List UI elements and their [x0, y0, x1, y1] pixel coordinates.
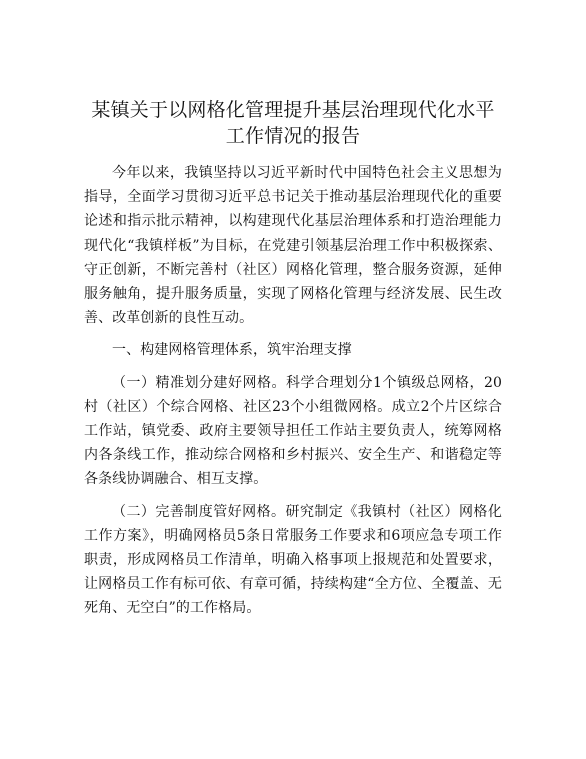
document-body — [84, 161, 502, 621]
section-1-2-paragraph: （二）完善制度管好网格。研究制定《我镇村（社区）网格化工作方案》，明确网格员5条日常服务工作要求和6项应急专项工作职责，形成网格员工作清单，明确入格事项上报规范和处置要求，让网格员工作有标可依、有章可循，持续构建“全方位、全覆盖、无死角、无空白”的工作格局。 — [84, 503, 502, 617]
document-title: 某镇关于以网格化管理提升基层治理现代化水平工作情况的报告 — [91, 99, 495, 147]
section-1-1-paragraph: （一）精准划分建好网格。科学合理划分1个镇级总网格，20村（社区）个综合网格、社区23个小组微网格。成立2个片区综合工作站，镇党委、政府主要领导担任工作站主要负责人，统筹网格内各条线工作，推动综合网格和乡村振兴、安全生产、和谐稳定等各条线协调融合、相互支撑。 — [84, 374, 502, 488]
intro-paragraph: 今年以来，我镇坚持以习近平新时代中国特色社会主义思想为指导，全面学习贯彻习近平总书记关于推动基层治理现代化的重要论述和指示批示精神，以构建现代化基层治理体系和打造治理能力现代化“我镇样板”为目标，在党建引领基层治理工作中积极探索、守正创新，不断完善村（社区）网格化管理，整合服务资源，延伸服务触角，提升服务质量，实现了网格化管理与经济发展、民生改善、改革创新的良性互动。 — [84, 165, 502, 327]
section-heading-1: 一、构建网格管理体系，筑牢治理支撑 — [112, 342, 352, 359]
